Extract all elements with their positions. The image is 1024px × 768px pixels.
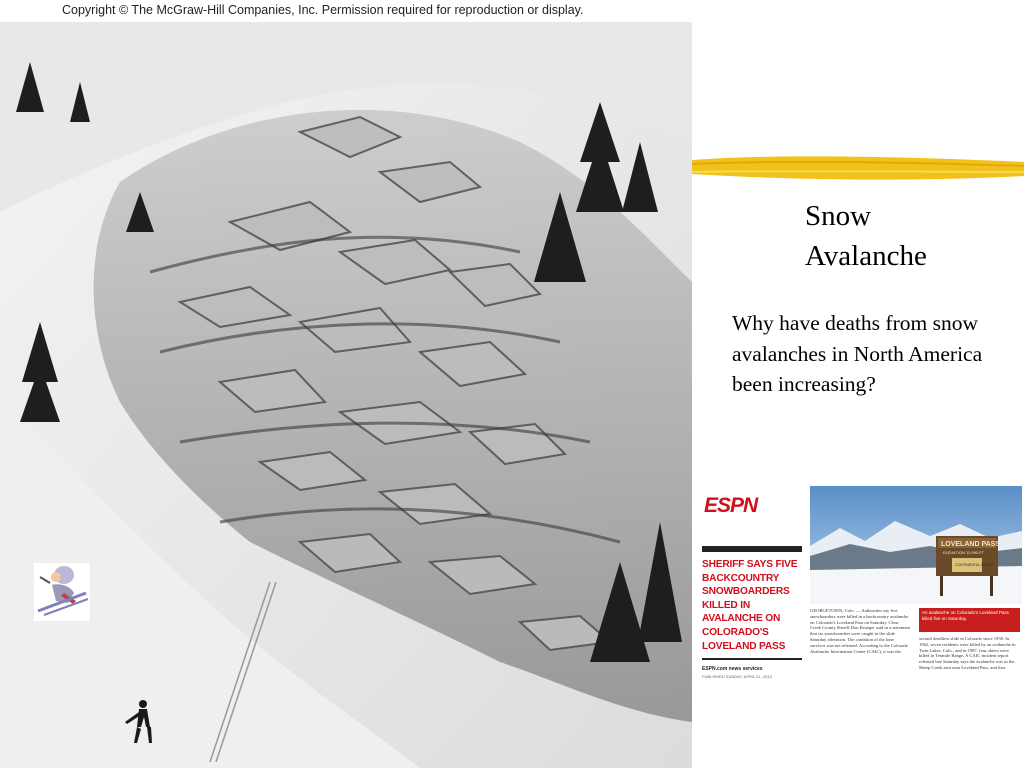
article-column-1: GEORGETOWN, Colo. — Authorities say five snowboarders were killed in a backcountry avalanche on Colorado's Loveland Pass on Saturday. Clear Creek County Sheriff Don Krueger said in a statement that six snowboarders were caught in the slide Saturday afternoon. The condition of the lone survivor was not released. According to the Colorado Avalanche Information Center (CAIC), it was the [810,608,910,654]
clipping-byline: ESPN.com news services [702,666,763,672]
question-text: Why have deaths from snow avalanches in North America been increasing? [732,311,983,396]
loveland-pass-photo [810,486,1022,604]
avalanche-photo [0,22,692,768]
slide-title [805,196,927,276]
sign-line-1: LOVELAND PASS [941,541,1000,548]
clipping-date: PUBLISHED SUNDAY, APRIL 21, 2013 [702,674,772,679]
sign-line-3: CONTINENTAL DIVIDE [955,563,993,567]
photo-caption: An avalanche on Colorado's Loveland Pass killed five on Saturday. [919,608,1020,632]
title-line-2: Avalanche [805,240,927,272]
sign-line-2: ELEVATION 11,990 FT [943,550,984,555]
gold-divider [692,152,1024,184]
espn-logo: ESPN [704,494,758,517]
copyright-notice: Copyright © The McGraw-Hill Companies, Inc. Permission required for reproduction or display. [62,3,584,17]
article-column-2: second deadliest slide in Colorado since 1950. In 1962, seven residents were killed by an avalanche in Twin Lakes, Colo., and in 1987, four skiers were killed in Tenmile Range. A CAIC incident report released late Saturday says the avalanche was in the Sheep Creek area near Loveland Pass, and that [919,636,1016,670]
clipping-headline: SHERIFF SAYS FIVE BACKCOUNTRY SNOWBOARDERS KILLED IN AVALANCHE ON COLORADO'S LOVELAND PASS [702,559,798,652]
headline-rule [702,546,802,552]
skier-clipart-icon [34,563,90,621]
title-line-1: Snow [805,200,872,232]
news-clipping [700,486,1022,708]
byline-rule [702,658,802,660]
